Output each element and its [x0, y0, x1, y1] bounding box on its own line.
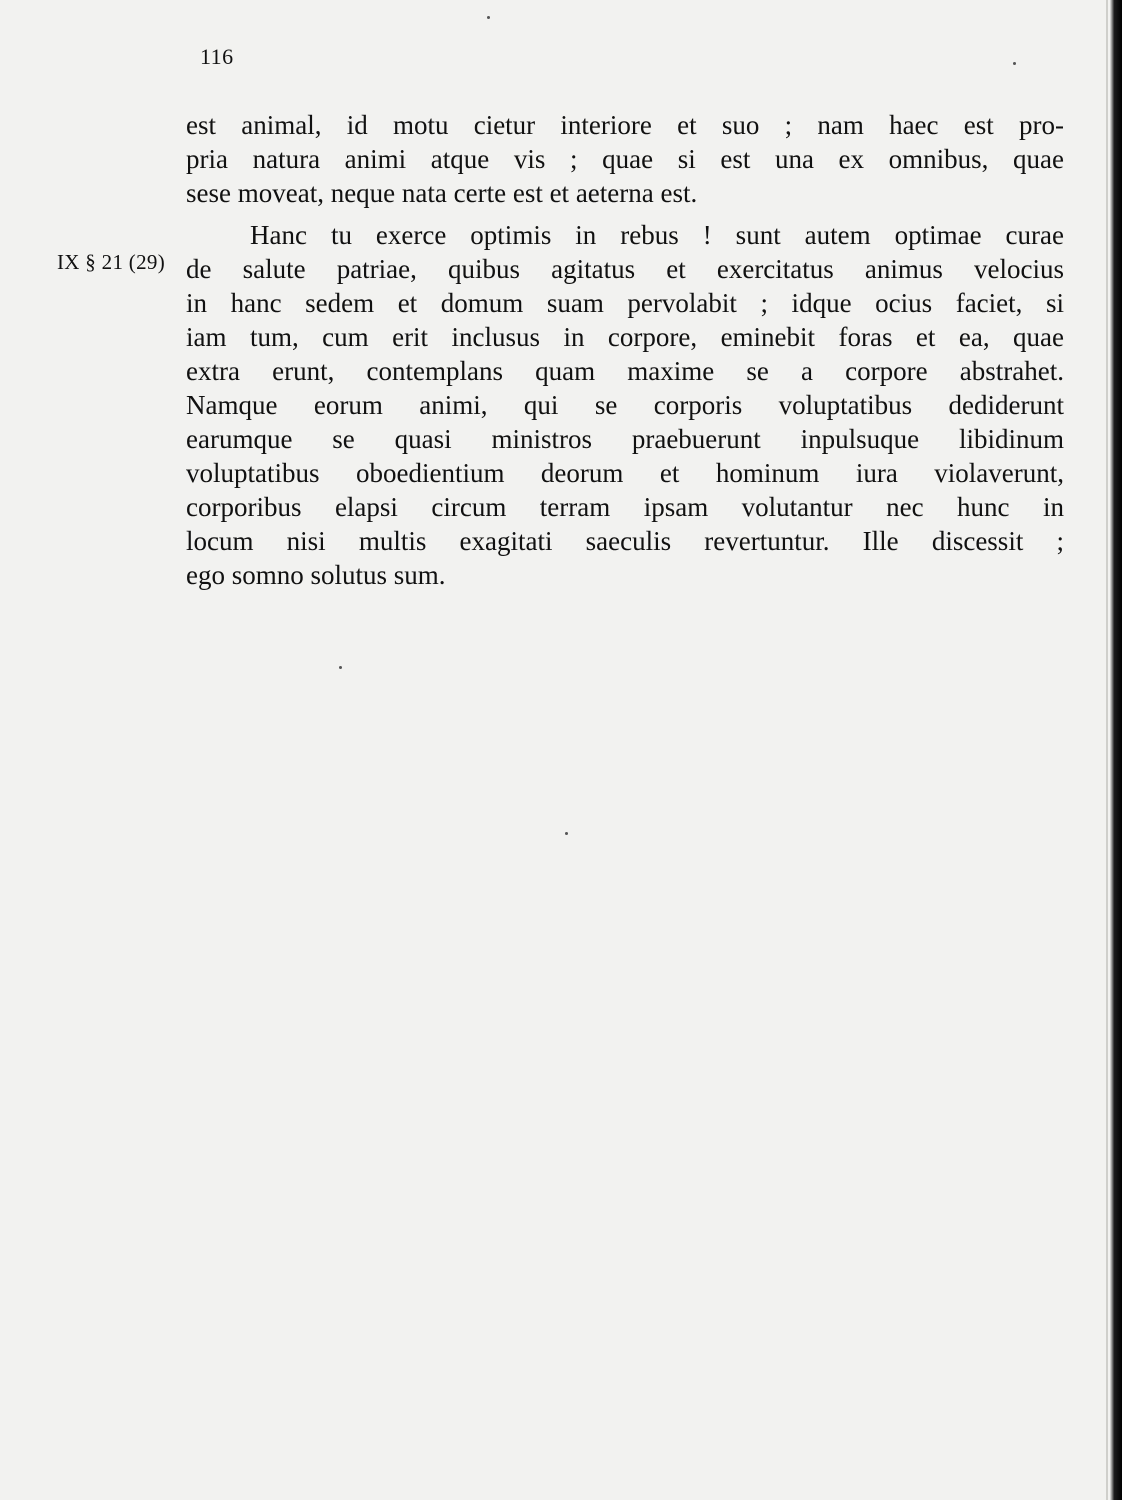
- text-line: voluptatibus oboedientium deorum et hominum iura violaverunt,: [186, 458, 1064, 488]
- scan-speck: [339, 666, 342, 669]
- paragraph-1: [186, 108, 1064, 210]
- text-line: Hanc tu exerce optimis in rebus ! sunt autem optimae curae: [250, 220, 1064, 250]
- text-line: Namque eorum animi, qui se corporis voluptatibus dediderunt: [186, 390, 1064, 420]
- text-line: earumque se quasi ministros praebuerunt inpulsuque libidinum: [186, 424, 1064, 454]
- text-line: corporibus elapsi circum terram ipsam volutantur nec hunc in: [186, 492, 1064, 522]
- text-line: de salute patriae, quibus agitatus et exercitatus animus velocius: [186, 254, 1064, 284]
- page-edge-line: [1106, 0, 1108, 1500]
- text-line: in hanc sedem et domum suam pervolabit ; idque ocius faciet, si: [186, 288, 1064, 318]
- text-line: ego somno solutus sum.: [186, 560, 446, 590]
- page-number: 116: [200, 44, 234, 69]
- text-line: est animal, id motu cietur interiore et suo ; nam haec est pro-: [186, 110, 1064, 140]
- scan-speck: [1013, 62, 1016, 65]
- text-line: pria natura animi atque vis ; quae si est una ex omnibus, quae: [186, 144, 1064, 174]
- margin-reference: IX § 21 (29): [57, 250, 165, 274]
- scan-speck: [487, 16, 490, 19]
- text-line: locum nisi multis exagitati saeculis revertuntur. Ille discessit ;: [186, 526, 1064, 556]
- text-line: iam tum, cum erit inclusus in corpore, eminebit foras et ea, quae: [186, 322, 1064, 352]
- text-line: extra erunt, contemplans quam maxime se a corpore abstrahet.: [186, 356, 1064, 386]
- text-line: sese moveat, neque nata certe est et aeterna est.: [186, 178, 698, 208]
- main-text: [186, 108, 1064, 592]
- paragraph-2: [186, 218, 1064, 592]
- binding-edge: [1110, 0, 1122, 1500]
- scan-speck: [565, 832, 568, 835]
